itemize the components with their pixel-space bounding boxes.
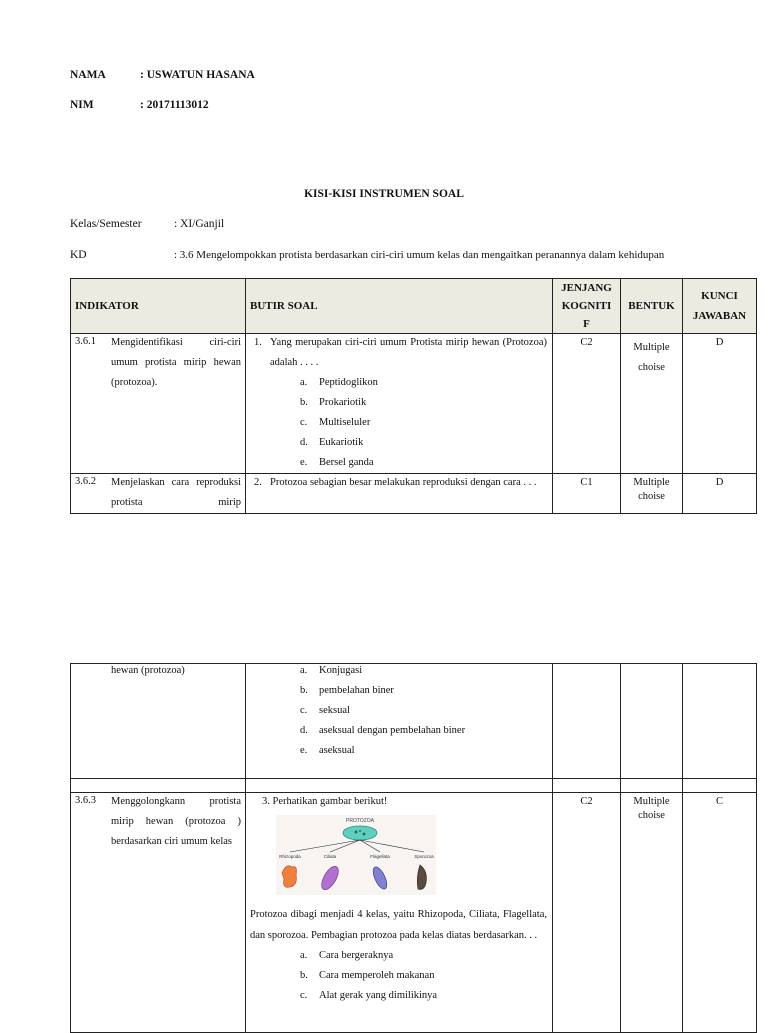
header-jenjang-line2: KOGNITI [561, 300, 612, 312]
protozoa-diagram-svg [276, 815, 436, 895]
protozoa-cell-icon [343, 826, 377, 840]
header-indikator: INDIKATOR [71, 279, 246, 334]
option-letter: a. [300, 377, 308, 388]
option-text: seksual [319, 705, 350, 716]
label-rhizopoda: Rhizopoda [279, 854, 301, 859]
table-row-spacer [71, 779, 757, 793]
option-letter: e. [300, 457, 308, 468]
kisi-table-part1 [70, 278, 757, 514]
cont-kunci [683, 664, 757, 779]
label-sporozoa: Sporozoa [414, 854, 434, 859]
option-letter: c. [300, 990, 308, 1001]
flagellata-icon [370, 865, 389, 891]
label-ciliata: Ciliata [323, 854, 337, 859]
row1-question-cell [246, 334, 553, 474]
spacer-cell [621, 779, 683, 793]
list-item [300, 393, 552, 413]
list-item [300, 681, 552, 701]
table-row [71, 334, 757, 474]
list-item [300, 453, 552, 473]
option-text: Peptidoglikon [319, 377, 378, 388]
row1-indikator-num: 3.6.1 [75, 336, 96, 347]
nim-value: : 20171113012 [140, 99, 209, 111]
row2-indikator-cell [71, 474, 246, 514]
kd-value: : 3.6 Mengelompokkan protista berdasarkan ciri-ciri umum kelas dan mengaitkan peranannya dalam kehidupan [174, 249, 665, 261]
kd-label: KD [70, 249, 87, 261]
list-item [300, 986, 552, 1006]
list-item [300, 433, 552, 453]
option-letter: a. [300, 950, 308, 961]
row1-kunci: D [683, 334, 757, 474]
row3-jenjang: C2 [553, 793, 621, 1033]
row1-bentuk [621, 334, 683, 474]
header-butir-soal: BUTIR SOAL [246, 279, 553, 334]
list-item [300, 741, 552, 761]
nama-value: : USWATUN HASANA [140, 69, 255, 81]
table-row [71, 793, 757, 1033]
option-letter: c. [300, 417, 308, 428]
header-jenjang-line1: JENJANG [561, 282, 612, 294]
cont-options [246, 661, 552, 761]
spacer-cell [246, 779, 553, 793]
row3-indikator-num: 3.6.3 [75, 795, 96, 806]
option-letter: c. [300, 705, 308, 716]
kelas-value: : XI/Ganjil [174, 218, 225, 230]
option-letter: a. [300, 665, 308, 676]
ciliata-icon [318, 864, 341, 893]
row1-jenjang: C2 [553, 334, 621, 474]
row3-options [246, 946, 552, 1006]
label-flagellata: Flagellata [370, 854, 390, 859]
row3-question-text: 3. Perhatikan gambar berikut! [262, 796, 388, 807]
option-text: Cara bergeraknya [319, 950, 394, 961]
option-text: Prokariotik [319, 397, 367, 408]
header-jenjang-line3: F [583, 318, 590, 330]
row1-question-text: Yang merupakan ciri-ciri umum Protista mirip hewan (Protozoa) adalah . . . . [270, 337, 547, 368]
row2-indikator-num: 3.6.2 [75, 476, 96, 487]
option-letter: d. [300, 437, 308, 448]
cont-bentuk [621, 664, 683, 779]
row2-question-number: 2. [254, 477, 262, 488]
option-letter: b. [300, 685, 308, 696]
list-item [300, 966, 552, 986]
row2-question-cell [246, 474, 553, 514]
row2-kunci: D [683, 474, 757, 514]
row3-bentuk-line2: choise [638, 810, 665, 821]
row3-bentuk-line1: Multiple [633, 796, 670, 807]
option-text: aseksual [319, 745, 355, 756]
row1-indikator-cell [71, 334, 246, 474]
table-row [71, 664, 757, 779]
option-letter: b. [300, 397, 308, 408]
row3-kunci: C [683, 793, 757, 1033]
row3-indikator-cell [71, 793, 246, 1033]
nim-label: NIM [70, 99, 94, 111]
option-text: Alat gerak yang dimilikinya [319, 990, 438, 1001]
list-item [300, 413, 552, 433]
option-letter: d. [300, 725, 308, 736]
row2-question-text: Protozoa sebagian besar melakukan reproduksi dengan cara . . . [270, 477, 537, 488]
row2-bentuk-line1: Multiple [633, 477, 670, 488]
row3-paragraph: Protozoa dibagi menjadi 4 kelas, yaitu Rhizopoda, Ciliata, Flagellata, dan sporozoa. Pembagian protozoa pada kelas diatas berdasarkan. . . [250, 909, 547, 941]
row1-question-number: 1. [254, 337, 262, 348]
option-text: Eukariotik [319, 437, 364, 448]
row3-indikator-text: Menggolongkann protista mirip hewan (protozoa ) berdasarkan ciri umum kelas [111, 796, 241, 847]
table-header-row [71, 279, 757, 334]
option-text: Bersel ganda [319, 457, 374, 468]
kisi-table-part2 [70, 663, 757, 1033]
list-item [300, 661, 552, 681]
table-row [71, 474, 757, 514]
nama-label: NAMA [70, 69, 106, 81]
option-text: aseksual dengan pembelahan biner [319, 725, 466, 736]
spacer-cell [683, 779, 757, 793]
row2-indikator-text: Menjelaskan cara reproduksi protista mirip [111, 477, 241, 508]
option-text: Konjugasi [319, 665, 363, 676]
option-letter: e. [300, 745, 308, 756]
option-text: pembelahan biner [319, 685, 394, 696]
row3-bentuk [621, 793, 683, 1033]
header-kunci [683, 279, 757, 334]
rhizopoda-icon [282, 866, 297, 887]
row3-question-cell [246, 793, 553, 1033]
diagram-title: PROTOZOA [346, 818, 374, 824]
option-letter: b. [300, 970, 308, 981]
header-bentuk: BENTUK [621, 279, 683, 334]
cont-indikator-text: hewan (protozoa) [111, 665, 185, 676]
cont-indikator-cell [71, 664, 246, 779]
option-text: Multiseluler [319, 417, 371, 428]
spacer-cell [553, 779, 621, 793]
option-text: Cara memperoleh makanan [319, 970, 435, 981]
row1-options [246, 373, 552, 473]
header-kunci-line1: KUNCI [701, 290, 738, 302]
list-item [300, 946, 552, 966]
list-item [300, 701, 552, 721]
protozoa-diagram-image [276, 815, 436, 895]
header-jenjang [553, 279, 621, 334]
row2-jenjang: C1 [553, 474, 621, 514]
cont-jenjang [553, 664, 621, 779]
spacer-cell [71, 779, 246, 793]
row2-bentuk [621, 474, 683, 514]
header-kunci-line2: JAWABAN [692, 310, 747, 322]
kelas-label: Kelas/Semester [70, 218, 142, 230]
list-item [300, 373, 552, 393]
cont-options-cell [246, 664, 553, 779]
list-item [300, 721, 552, 741]
row1-bentuk-line1: Multiple [633, 342, 670, 353]
row2-bentuk-line2: choise [638, 491, 665, 502]
sporozoa-icon [417, 865, 426, 889]
row1-indikator-text: Mengidentifikasi ciri-ciri umum protista mirip hewan (protozoa). [111, 337, 241, 388]
row1-bentuk-line2: choise [638, 362, 665, 373]
page-title: KISI-KISI INSTRUMEN SOAL [304, 188, 464, 200]
